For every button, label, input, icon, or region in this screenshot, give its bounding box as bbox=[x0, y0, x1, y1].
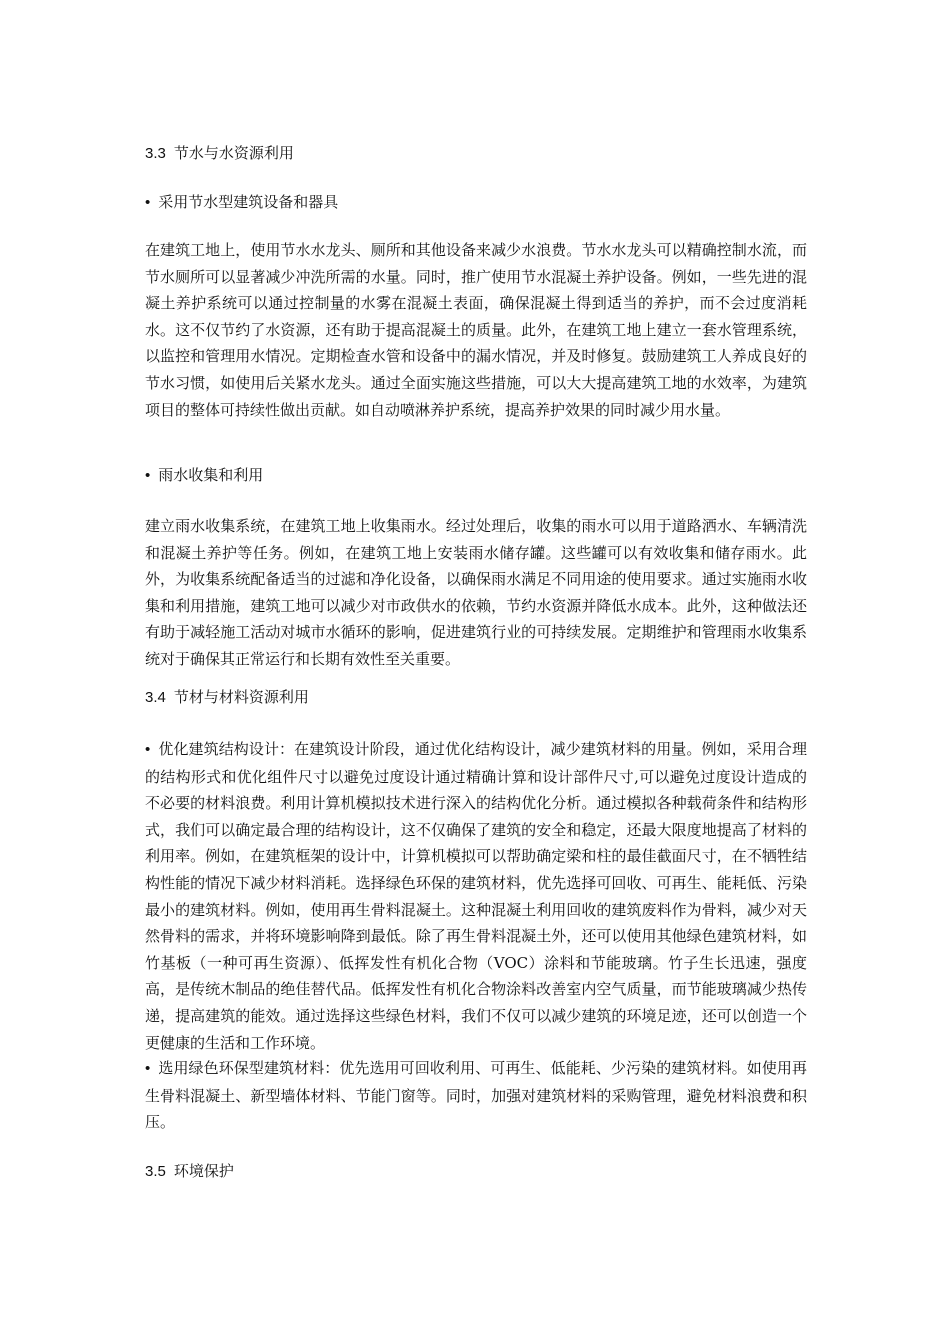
paragraph-water-saving-devices: 在建筑工地上，使用节水水龙头、厕所和其他设备来减少水浪费。节水水龙头可以精确控制水流，而节水厕所可以显著减少冲洗所需的水量。同时，推广使用节水混凝土养护设备。例如，一些先进的混凝土养护系统可以通过控制量的水雾在混凝土表面，确保混凝土得到适当的养护，而不会过度消耗水。这不仅节约了水资源，还有助于提高混凝土的质量。此外，在建筑工地上建立一套水管理系统，以监控和管理用水情况。定期检查水管和设备中的漏水情况，并及时修复。鼓励建筑工人养成良好的节水习惯，如使用后关紧水龙头。通过全面实施这些措施，可以大大提高建筑工地的水效率，为建筑项目的整体可持续性做出贡献。如自动喷淋养护系统，提高养护效果的同时减少用水量。 bbox=[145, 241, 807, 419]
bullet-title-text: 雨水收集和利用 bbox=[158, 466, 264, 484]
paragraph-text: 选用绿色环保型建筑材料：优先选用可回收利用、可再生、低能耗、少污染的建筑材料。如使用再生骨料混凝土、新型墙体材料、节能门窗等。同时，加强对建筑材料的采购管理，避免材料浪费和积压。 bbox=[145, 1059, 807, 1132]
paragraph-green-materials bbox=[145, 1055, 807, 1136]
section-title: 节材与材料资源利用 bbox=[173, 689, 309, 706]
section-number: 3.5 bbox=[145, 1163, 166, 1180]
section-title: 环境保护 bbox=[173, 1163, 234, 1180]
section-heading-3-5 bbox=[145, 1160, 807, 1184]
bullet-marker: • bbox=[145, 1060, 151, 1077]
paragraph-text: 优化建筑结构设计：在建筑设计阶段，通过优化结构设计，减少建筑材料的用量。例如，采用合理的结构形式和优化组件尺寸以避免过度设计通过精确计算和设计部件尺寸,可以避免过度设计造成的不必要的材料浪费。利用计算机模拟技术进行深入的结构优化分析。通过模拟各种载荷条件和结构形式，我们可以确定最合理的结构设计，这不仅确保了建筑的安全和稳定，还最大限度地提高了材料的利用率。例如，在建筑框架的设计中，计算机模拟可以帮助确定梁和柱的最佳截面尺寸，在不牺牲结构性能的情况下减少材料消耗。选择绿色环保的建筑材料，优先选择可回收、可再生、能耗低、污染最小的建筑材料。例如，使用再生骨料混凝土。这种混凝土利用回收的建筑废料作为骨料，减少对天然骨料的需求，并将环境影响降到最低。除了再生骨料混凝土外，还可以使用其他绿色建筑材料，如竹基板（一种可再生资源）、低挥发性有机化合物（VOC）涂料和节能玻璃。竹子生长迅速，强度高，是传统木制品的绝佳替代品。低挥发性有机化合物涂料改善室内空气质量，而节能玻璃减少热传递，提高建筑的能效。通过选择这些绿色材料，我们不仅可以减少建筑的环境足迹，还可以创造一个更健康的生活和工作环境。 bbox=[145, 740, 807, 1052]
bullet-marker: • bbox=[145, 194, 151, 211]
paragraph-rainwater: 建立雨水收集系统，在建筑工地上收集雨水。经过处理后，收集的雨水可以用于道路洒水、车辆清洗和混凝土养护等任务。例如，在建筑工地上安装雨水储存罐。这些罐可以有效收集和储存雨水。此外，为收集系统配备适当的过滤和净化设备，以确保雨水满足不同用途的使用要求。通过实施雨水收集和利用措施，建筑工地可以减少对市政供水的依赖，节约水资源并降低水成本。此外，这种做法还有助于减轻施工活动对城市水循环的影响，促进建筑行业的可持续发展。定期维护和管理雨水收集系统对于确保其正常运行和长期有效性至关重要。 bbox=[145, 517, 807, 668]
bullet-title-water-saving-devices bbox=[145, 190, 807, 214]
section-title: 节水与水资源利用 bbox=[173, 145, 294, 162]
bullet-title-rainwater bbox=[145, 463, 807, 487]
bullet-marker: • bbox=[145, 741, 151, 758]
bullet-title-text: 采用节水型建筑设备和器具 bbox=[158, 193, 339, 211]
section-heading-3-4 bbox=[145, 686, 807, 710]
section-number: 3.3 bbox=[145, 145, 166, 162]
section-heading-3-3 bbox=[145, 142, 807, 166]
section-number: 3.4 bbox=[145, 689, 166, 706]
paragraph-structural-optimization bbox=[145, 736, 807, 1056]
bullet-marker: • bbox=[145, 467, 151, 484]
